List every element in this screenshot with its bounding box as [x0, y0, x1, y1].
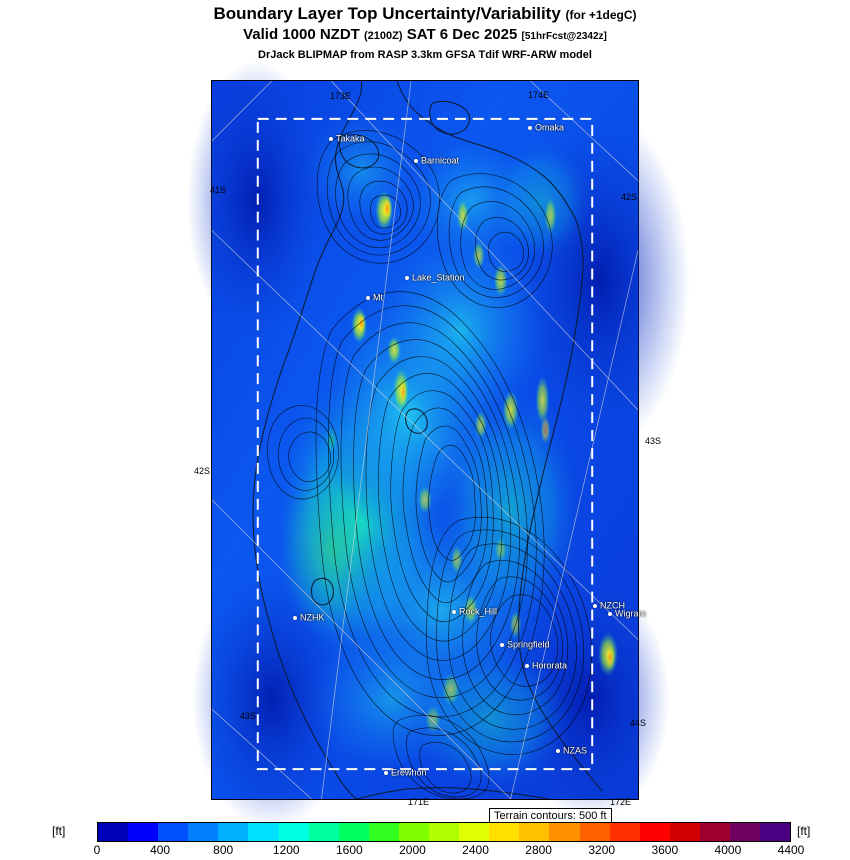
city-name: Springfield	[507, 639, 550, 650]
colorbar-tick-2800: 2800	[525, 843, 552, 857]
colorbar-swatch-0	[98, 823, 128, 841]
city-name: NZAS	[563, 745, 588, 756]
colorbar-swatch-18	[640, 823, 670, 841]
forecast-tag: [51hrFcst@2342z]	[521, 31, 607, 42]
city-name: NZCH	[600, 600, 625, 611]
colorbar-swatch-5	[248, 823, 278, 841]
title-suffix: (for +1degC)	[565, 8, 637, 22]
grid-label-174e-1: 174E	[528, 90, 550, 100]
grid-label-171e-8: 171E	[408, 797, 430, 807]
colorbar-swatch-1	[128, 823, 158, 841]
colorbar-gradient	[97, 822, 791, 842]
city-name: Lake_Station	[412, 272, 465, 283]
colorbar-tick-4000: 4000	[714, 843, 742, 857]
colorbar-ticks	[93, 843, 805, 859]
colorbar-swatch-7	[309, 823, 339, 841]
colorbar-tick-2000: 2000	[399, 843, 426, 857]
map-frame[interactable]	[211, 80, 646, 800]
valid-date: SAT 6 Dec 2025	[406, 26, 518, 43]
city-name: Mt	[373, 292, 383, 303]
colorbar-swatch-2	[158, 823, 188, 841]
colorbar-tick-2400: 2400	[462, 843, 489, 857]
map-raster	[212, 81, 638, 799]
colorbar-swatch-16	[580, 823, 610, 841]
city-name: NZHK	[300, 612, 325, 623]
colorbar-swatch-22	[760, 823, 790, 841]
title-block	[0, 4, 850, 62]
valid-time-line	[0, 26, 850, 46]
colorbar-swatch-4	[218, 823, 248, 841]
colorbar-swatch-12	[459, 823, 489, 841]
grid-label-44s-5: 44S	[630, 718, 647, 728]
page-title	[0, 4, 850, 25]
colorbar-legend	[0, 822, 850, 860]
colorbar-swatch-20	[700, 823, 730, 841]
colorbar-swatch-17	[610, 823, 640, 841]
city-name: Hororata	[532, 660, 568, 671]
city-name: Rock_Hill	[459, 606, 498, 617]
colorbar-swatch-8	[339, 823, 369, 841]
grid-label-42s-3: 42S	[194, 466, 211, 476]
colorbar-swatch-3	[188, 823, 218, 841]
colorbar-tick-400: 400	[150, 843, 171, 857]
valid-utc: (2100Z)	[364, 30, 403, 42]
valid-time: Valid 1000 NZDT	[243, 26, 360, 43]
grid-label-172e-9: 172E	[610, 797, 632, 807]
colorbar-swatch-10	[399, 823, 429, 841]
model-line: DrJack BLIPMAP from RASP 3.3km GFSA Tdif WRF-ARW model	[258, 49, 592, 61]
city-name: Wigram	[615, 608, 646, 619]
colorbar-tick-1200: 1200	[272, 843, 300, 857]
city-name: Erewhon	[391, 767, 427, 778]
colorbar-swatch-19	[670, 823, 700, 841]
map-canvas	[212, 81, 638, 799]
terrain-contours-note: Terrain contours: 500 ft	[489, 808, 612, 826]
city-name: Omaka	[535, 122, 565, 133]
grid-label-41s-2: 41S	[210, 185, 227, 195]
grid-label-43s-4: 43S	[645, 436, 662, 446]
grid-label-42s-6: 42S	[621, 192, 638, 202]
colorbar-swatch-11	[429, 823, 459, 841]
grid-label-173e-0: 173E	[330, 91, 352, 101]
city-name: Barnicoat	[421, 155, 460, 166]
colorbar-unit-left: [ft]	[52, 824, 66, 838]
colorbar-swatch-6	[279, 823, 309, 841]
title-main-text: Boundary Layer Top Uncertainty/Variability	[213, 4, 561, 23]
grid-label-43s-7: 43S	[240, 711, 257, 721]
colorbar-tick-800: 800	[213, 843, 234, 857]
colorbar-swatch-14	[519, 823, 549, 841]
colorbar-swatch-13	[489, 823, 519, 841]
colorbar-tick-3200: 3200	[588, 843, 616, 857]
colorbar-tick-4400: 4400	[777, 843, 805, 857]
colorbar-swatch-21	[730, 823, 760, 841]
colorbar-unit-right: [ft]	[797, 824, 811, 838]
colorbar-swatch-9	[369, 823, 399, 841]
colorbar-swatch-15	[549, 823, 579, 841]
city-name: Takaka	[336, 133, 365, 144]
colorbar-tick-0: 0	[93, 843, 101, 857]
colorbar-tick-3600: 3600	[651, 843, 679, 857]
colorbar-tick-1600: 1600	[336, 843, 363, 857]
